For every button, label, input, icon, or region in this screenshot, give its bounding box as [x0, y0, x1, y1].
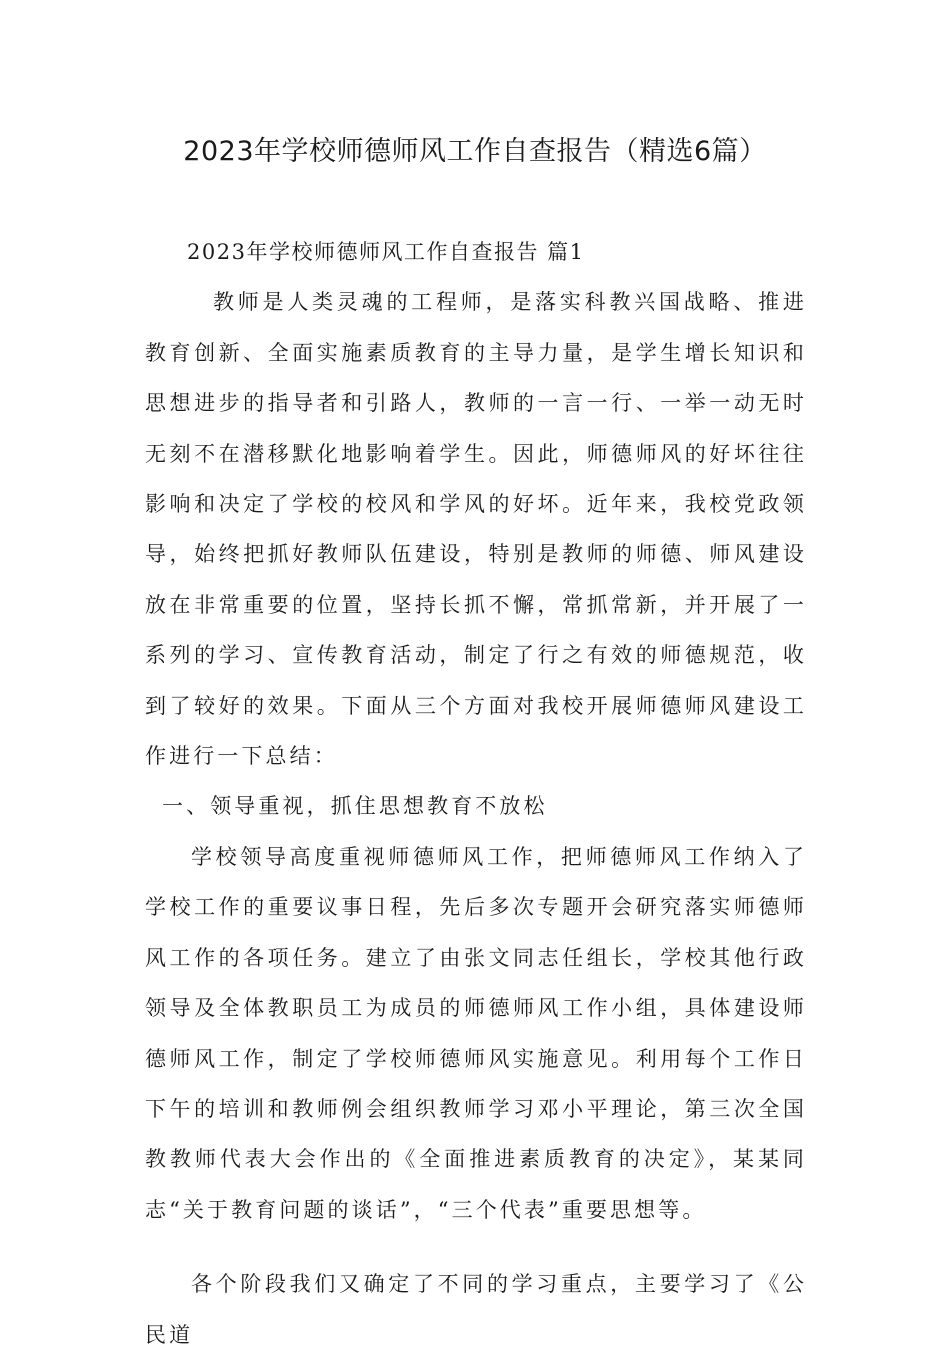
document-title: 2023年学校师德师风工作自查报告（精选6篇） [183, 136, 767, 167]
section-heading: 2023年学校师德师风工作自查报告 篇1 [187, 240, 585, 264]
paragraph-leadership: 学校领导高度重视师德师风工作，把师德师风工作纳入了学校工作的重要议事日程，先后多次专题开会研究落实师德师风工作的各项任务。建立了由张文同志任组长，学校其他行政领导及全体教职员工为成员的师德师风工作小组，具体建设师德师风工作，制定了学校师德师风实施意见。利用每个工作日下午的培训和教师例会组织教师学习邓小平理论，第三次全国教教师代表大会作出的《全面推进素质教育的决定》，某某同志“关于教育问题的谈话”，“三个代表”重要思想等。 [145, 844, 807, 1222]
subheading-leadership: 一、领导重视，抓住思想教育不放松 [162, 794, 548, 819]
paragraph-study-stages: 各个阶段我们又确定了不同的学习重点，主要学习了《公民道 [145, 1272, 807, 1347]
paragraph-intro: 教师是人类灵魂的工程师，是落实科教兴国战略、推进教育创新、全面实施素质教育的主导力量，是学生增长知识和思想进步的指导者和引路人，教师的一言一行、一举一动无时无刻不在潜移默化地影响着学生。因此，师德师风的好坏往往影响和决定了学校的校风和学风的好坏。近年来，我校党政领导，始终把抓好教师队伍建设，特别是教师的师德、师风建设放在非常重要的位置，坚持长抓不懈，常抓常新，并开展了一系列的学习、宣传教育活动，制定了行之有效的师德规范，收到了较好的效果。下面从三个方面对我校开展师德师风建设工作进行一下总结： [145, 290, 807, 769]
document-body [145, 227, 807, 1360]
